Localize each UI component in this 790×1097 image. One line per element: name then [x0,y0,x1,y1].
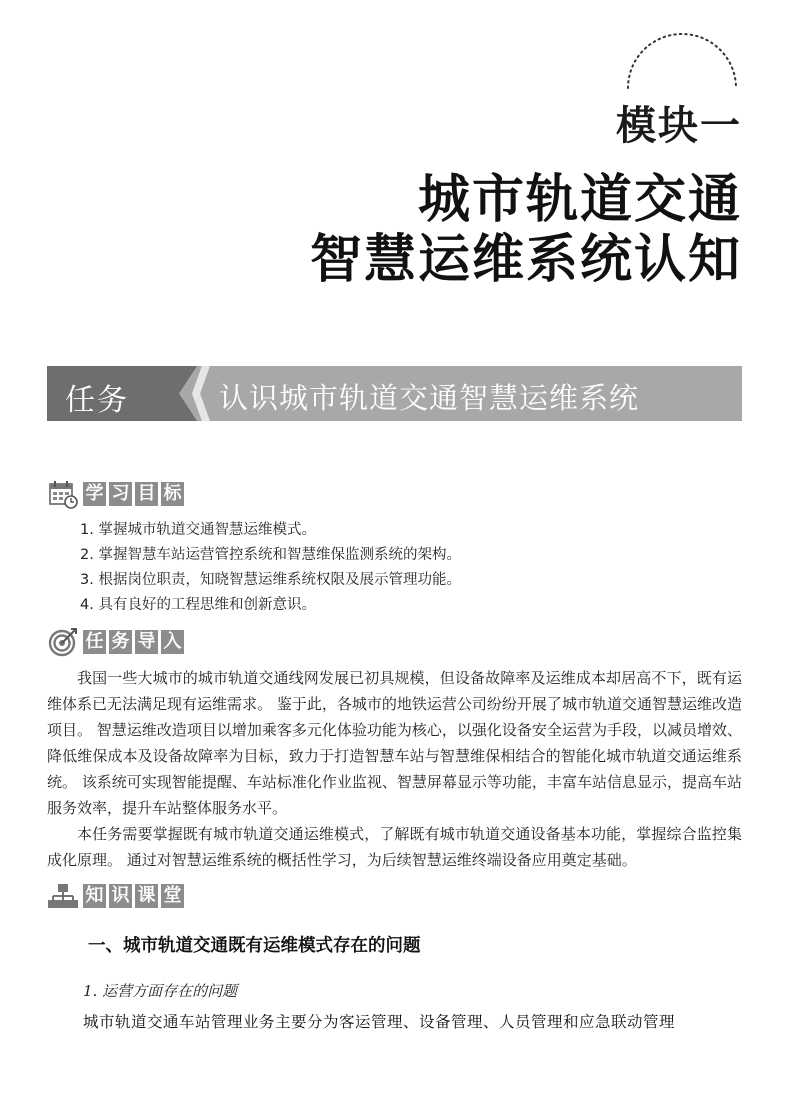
section-objectives-heading [47,478,184,510]
calendar-clock-icon [47,478,79,510]
section-objectives-label [83,482,184,506]
task-banner [47,366,742,421]
heading-1-1: 1. 运营方面存在的问题 [83,982,238,1000]
heading-1: 一、城市轨道交通既有运维模式存在的问题 [88,936,421,956]
chapter-title-line-1: 城市轨道交通 [417,170,742,230]
intro-paragraph-2: 本任务需要掌握既有城市轨道交通运维模式，了解既有城市轨道交通设备基本功能，掌握综合监控集成化原理。 通过对智慧运维系统的概括性学习，为后续智慧运维终端设备应用奠定基础。 [47,825,742,869]
section-intro-label [83,630,184,654]
label-char: 知 [83,884,106,908]
label-char: 学 [83,482,106,506]
task-tag-label: 任务 [65,383,129,418]
chapter-title-line-2: 智慧运维系统认知 [309,230,742,290]
section-intro-heading [47,626,184,658]
hierarchy-icon [47,880,79,912]
module-label: 模块一 [616,103,742,149]
label-char: 导 [135,630,158,654]
label-char: 堂 [161,884,184,908]
chapter-title [310,170,742,290]
label-char: 目 [135,482,158,506]
objective-item: 4. 具有良好的工程思维和创新意识。 [80,597,316,613]
objective-item: 3. 根据岗位职责，知晓智慧运维系统权限及展示管理功能。 [80,572,461,588]
objective-item: 1. 掌握城市轨道交通智慧运维模式。 [80,522,316,538]
label-char: 课 [135,884,158,908]
objective-item: 2. 掌握智慧车站运营管控系统和智慧维保监测系统的架构。 [80,547,461,563]
task-title: 认识城市轨道交通智慧运维系统 [219,381,640,415]
label-char: 入 [161,630,184,654]
label-char: 标 [161,482,184,506]
section-knowledge-label [83,884,184,908]
chevron-icon [192,366,210,421]
section-knowledge-heading [47,880,184,912]
body-text-start: 城市轨道交通车站管理业务主要分为客运管理、设备管理、人员管理和应急联动管理 [83,1013,676,1031]
intro-paragraph-1: 我国一些大城市的城市轨道交通线网发展已初具规模，但设备故障率及运维成本却居高不下，既有运维体系已无法满足现有运维需求。 鉴于此，各城市的地铁运营公司纷纷开展了城市轨道交通智慧运维改造项目。 智慧运维改造项目以增加乘客多元化体验功能为核心，以强化设备安全运营为手段，以减员增效、降低维保成本及设备故障率为目标，致力于打造智慧车站与智慧维保相结合的智能化城市轨道交通运维系统。 该系统可实现智能提醒、车站标准化作业监视、智慧屏幕显示等功能，丰富车站信息显示，提高车站服务效率，提升车站整体服务水平。 [47,669,742,817]
label-char: 习 [109,482,132,506]
label-char: 识 [109,884,132,908]
label-char: 任 [83,630,106,654]
objectives-list [80,518,461,618]
label-char: 务 [109,630,132,654]
target-icon [47,626,79,658]
